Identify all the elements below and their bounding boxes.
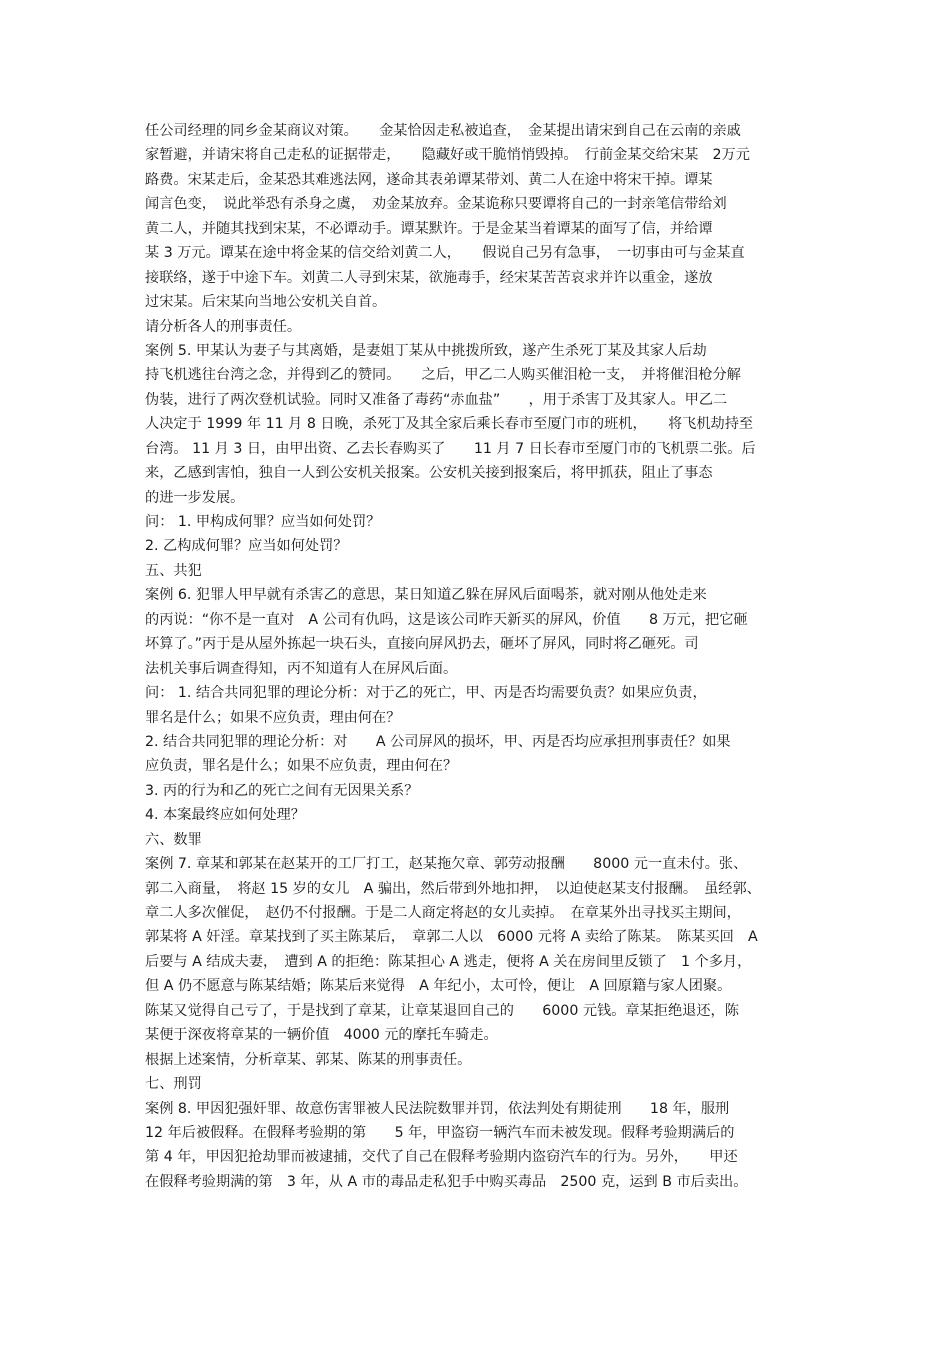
text-line: 某 3 万元。谭某在途中将金某的信交给刘黄二人， 假说自己另有急事， 一切事由可与金某直 (145, 245, 745, 262)
question-line: 问： 1. 甲构成何罪？应当如何处罚？ (145, 514, 381, 530)
case-heading-line: 案例 8. 甲因犯强奸罪、故意伤害罪被人民法院数罪并罚，依法判处有期徒刑 18 年，服刑 (145, 1100, 730, 1117)
text-line: 过宋某。后宋某向当地公安机关自首。 (145, 294, 387, 311)
text-line: 黄二人，并随其找到宋某，不必谭动手。谭某默许。于是金某当着谭某的面写了信，并给谭 (145, 220, 713, 237)
text-line: 12 年后被假释。在假释考验期的第 5 年，甲盗窃一辆汽车而未被发现。假释考验期满后的 (145, 1124, 735, 1141)
case-heading-line: 案例 6. 犯罪人甲早就有杀害乙的意思，某日知道乙躲在屏风后面喝茶，就对刚从他处走来 (145, 587, 707, 604)
text-line: 任公司经理的同乡金某商议对策。 金某恰因走私被追查， 金某提出请宋到自己在云南的亲戚 (145, 123, 741, 139)
question-line: 问： 1. 结合共同犯罪的理论分析：对于乙的死亡，甲、丙是否均需要负责？如果应负责， (145, 685, 707, 702)
text-line: 的进一步发展。 (145, 489, 245, 506)
text-line: 持飞机逃往台湾之念，并得到乙的赞同。 之后，甲乙二人购买催泪枪一支， 并将催泪枪分解 (145, 367, 741, 384)
question-line: 罪名是什么；如果不应负责，理由何在？ (145, 709, 401, 726)
text-line: 台湾。 11 月 3 日，由甲出资、乙去长春购买了 11 月 7 日长春市至厦门市的飞机票二张。后 (145, 440, 756, 457)
text-line: 章二人多次催促， 赵仍不付报酬。于是二人商定将赵的女儿卖掉。 在章某外出寻找买主期间， (145, 905, 741, 921)
text-line: 在假释考验期满的第 3 年，从 A 市的毒品走私犯手中购买毒品 2500 克，运到 B 市后卖出。 (145, 1173, 748, 1190)
text-line: 人决定于 1999 年 11 月 8 日晚，杀死丁及其全家后乘长春市至厦门市的班机， 将飞机劫持至 (145, 416, 754, 433)
text-line: 第 4 年，甲因犯抢劫罪而被逮捕，交代了自己在假释考验期内盗窃汽车的行为。另外， 甲还 (145, 1149, 738, 1166)
text-line: 郭某将 A 奸淫。章某找到了买主陈某后， 章郭二人以 6000 元将 A 卖给了陈某。 陈某买回 A (145, 929, 758, 946)
text-line: 闻言色变， 说此举恐有杀身之虞， 劝金某放弃。金某诡称只要谭将自己的一封亲笔信带给刘 (145, 196, 727, 213)
document-body (145, 119, 810, 1194)
case-heading-line: 案例 7. 章某和郭某在赵某开的工厂打工，赵某拖欠章、郭劳动报酬 8000 元一直未付。张、 (145, 856, 748, 873)
text-line: 法机关事后调查得知，丙不知道有人在屏风后面。 (145, 660, 458, 677)
text-line: 郭二入商量， 将赵 15 岁的女儿 A 骗出，然后带到外地扣押， 以迫使赵某支付报酬。 虽经郭、 (145, 880, 761, 897)
text-line: 路费。宋某走后，金某恐其难逃法网，遂命其表弟谭某带刘、黄二人在途中将宋干掉。谭某 (145, 171, 713, 188)
question-line: 4. 本案最终应如何处理？ (145, 807, 305, 824)
section-heading: 七、刑罚 (145, 1076, 202, 1093)
question-line: 应负责，罪名是什么；如果不应负责，理由何在？ (145, 758, 458, 775)
text-line: 陈某又觉得自己亏了，于是找到了章某，让章某退回自己的 6000 元钱。章某拒绝退还，陈 (145, 1002, 739, 1019)
question-line: 2. 结合共同犯罪的理论分析：对 A 公司屏风的损坏，甲、丙是否均应承担刑事责任？如果 (145, 733, 731, 750)
section-heading: 五、共犯 (145, 562, 202, 579)
text-line: 坏算了。”丙于是从屋外拣起一块石头，直接向屏风扔去，砸坏了屏风，同时将乙砸死。司 (145, 636, 699, 653)
text-line: 来，乙感到害怕，独自一人到公安机关报案。公安机关接到报案后，将甲抓获，阻止了事态 (145, 465, 713, 482)
text-line: 家暂避，并请宋将自己走私的证据带走， 隐藏好或干脆悄悄毁掉。 行前金某交给宋某 2万元 (145, 147, 750, 164)
text-line: 的丙说：“你不是一直对 A 公司有仇吗，这是该公司昨天新买的屏风，价值 8 万元，把它砸 (145, 611, 748, 628)
section-heading: 六、数罪 (145, 831, 202, 848)
text-line: 伪装，进行了两次登机试验。同时又准备了毒药“赤血盐” ，用于杀害丁及其家人。甲乙二 (145, 391, 728, 408)
question-line: 3. 丙的行为和乙的死亡之间有无因果关系？ (145, 782, 419, 799)
text-line: 但 A 仍不愿意与陈某结婚；陈某后来觉得 A 年纪小，太可怜，便让 A 回原籍与家人团聚。 (145, 978, 732, 995)
question-line: 2. 乙构成何罪？应当如何处罚？ (145, 538, 348, 555)
question-line: 请分析各人的刑事责任。 (145, 318, 302, 335)
text-line: 某便于深夜将章某的一辆价值 4000 元的摩托车骑走。 (145, 1027, 498, 1044)
text-line: 接联络，遂于中途下车。刘黄二人寻到宋某，欲施毒手，经宋某苦苦哀求并许以重金，遂放 (145, 269, 713, 286)
question-line: 根据上述案情，分析章某、郭某、陈某的刑事责任。 (145, 1051, 472, 1068)
case-heading-line: 案例 5. 甲某认为妻子与其离婚，是妻姐丁某从中挑拨所致，遂产生杀死丁某及其家人后劫 (145, 342, 707, 359)
text-line: 后要与 A 结成夫妻， 遭到 A 的拒绝：陈某担心 A 逃走，便将 A 关在房间里反锁了 1 个多月， (145, 953, 752, 970)
